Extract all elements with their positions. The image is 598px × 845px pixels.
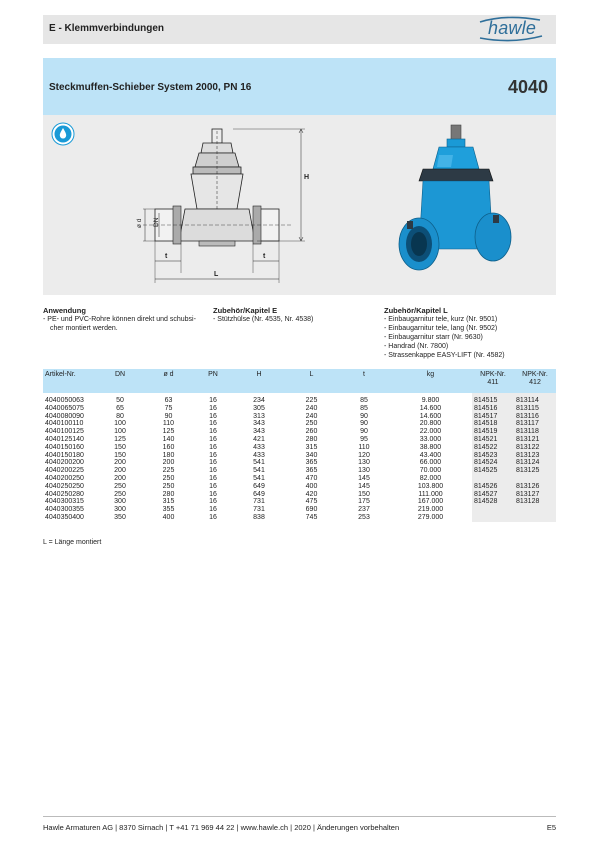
table-cell: 16 <box>209 490 217 498</box>
table-cell: 541 <box>253 474 265 482</box>
water-drop-icon <box>51 122 75 146</box>
product-number: 4040 <box>507 77 548 97</box>
table-cell: 90 <box>360 420 368 428</box>
page-number: E5 <box>546 823 556 832</box>
table-cell: 100 <box>114 428 126 436</box>
table-cell: 814518 <box>472 420 514 428</box>
table-row <box>43 475 556 483</box>
table-cell: 814515 <box>472 397 514 405</box>
table-cell: 9.800 <box>421 397 440 404</box>
table-cell: 813117 <box>514 420 556 428</box>
info-item: - PE- und PVC-Rohre können direkt und schubsi- <box>43 316 196 323</box>
table-row <box>43 506 556 514</box>
table-cell <box>472 514 514 522</box>
logo-text: hawle <box>488 18 537 38</box>
info-heading: Anwendung <box>43 306 86 315</box>
table-cell <box>514 475 556 483</box>
dim-label-h: H <box>304 174 310 181</box>
table-cell: 350 <box>114 513 126 521</box>
table-cell: 814524 <box>472 459 514 467</box>
table-cell: 813114 <box>514 397 556 405</box>
column-header: NPK-Nr. 412 <box>514 369 556 393</box>
table-cell: 400 <box>305 482 318 490</box>
table-cell: 130 <box>358 467 370 475</box>
table-cell: 85 <box>360 397 368 404</box>
table-cell: 814528 <box>472 498 514 506</box>
table-cell: 814517 <box>472 413 514 421</box>
table-cell: 16 <box>209 459 217 467</box>
info-item: - Einbaugarnitur tele, lang (Nr. 9502) <box>384 325 498 332</box>
table-cell: 813123 <box>514 452 556 460</box>
table-cell: 340 <box>305 451 318 459</box>
table-cell: 125 <box>162 428 175 436</box>
column-header: H <box>234 369 284 393</box>
table-row <box>43 491 556 499</box>
table-cell: 200 <box>114 467 126 475</box>
table-cell: 16 <box>209 513 217 521</box>
table-body <box>43 393 556 522</box>
table-cell: 300 <box>114 506 126 514</box>
table-cell: 4040250250 <box>45 482 84 490</box>
table-cell: 475 <box>305 498 318 506</box>
table-cell: 315 <box>305 443 318 451</box>
table-cell: 4040200225 <box>45 467 84 475</box>
table-cell <box>472 506 514 514</box>
table-row <box>43 498 556 506</box>
table-row <box>43 397 556 405</box>
footnote: L = Länge montiert <box>43 539 102 546</box>
valve-product-image <box>393 119 523 289</box>
table-cell: 145 <box>358 474 370 482</box>
info-heading: Zubehör/Kapitel E <box>213 306 278 315</box>
table-cell: 225 <box>162 467 175 475</box>
table-cell: 813122 <box>514 444 556 452</box>
hawle-logo <box>476 16 546 42</box>
table-cell: 280 <box>305 435 318 443</box>
table-cell: 16 <box>209 506 217 514</box>
info-zubehoer-e <box>213 306 378 324</box>
table-cell: 16 <box>209 420 217 428</box>
table-cell: 82.000 <box>419 474 442 482</box>
table-cell: 240 <box>305 412 318 420</box>
product-image-panel <box>43 115 556 295</box>
table-cell: 814521 <box>472 436 514 444</box>
table-row <box>43 444 556 452</box>
table-cell: 140 <box>162 435 175 443</box>
table-cell: 280 <box>162 490 175 498</box>
table-cell: 200 <box>114 474 126 482</box>
table-header-row <box>43 369 556 393</box>
table-cell: 649 <box>253 490 265 498</box>
product-title-bar <box>43 58 556 115</box>
info-zubehoer-l <box>384 306 554 360</box>
table-cell: 4040350400 <box>45 513 84 521</box>
table-cell: 814519 <box>472 428 514 436</box>
table-row <box>43 420 556 428</box>
table-cell: 110 <box>358 443 370 451</box>
table-cell: 813116 <box>514 413 556 421</box>
dim-label-t-left: t <box>165 253 168 260</box>
table-cell: 4040080090 <box>45 412 84 420</box>
table-cell: 313 <box>253 412 265 420</box>
table-cell: 731 <box>253 506 265 514</box>
table-cell: 14.600 <box>419 404 442 412</box>
table-cell <box>472 475 514 483</box>
table-cell: 150 <box>114 443 126 451</box>
table-cell: 4040300315 <box>45 498 84 506</box>
table-cell: 343 <box>253 428 265 436</box>
table-cell: 240 <box>305 404 318 412</box>
info-item: - Stützhülse (Nr. 4535, Nr. 4538) <box>213 316 314 323</box>
table-cell: 160 <box>162 443 175 451</box>
table-cell: 225 <box>305 397 318 404</box>
column-header: PN <box>192 369 234 393</box>
table-cell: 250 <box>162 482 175 490</box>
table-cell: 33.000 <box>419 435 442 443</box>
table-cell: 16 <box>209 428 217 436</box>
table-cell: 690 <box>305 506 318 514</box>
table-cell: 16 <box>209 451 217 459</box>
table-cell: 150 <box>358 490 370 498</box>
table-cell: 16 <box>209 435 217 443</box>
dim-label-l: L <box>214 271 219 278</box>
table-cell: 814525 <box>472 467 514 475</box>
table-cell: 200 <box>114 459 126 467</box>
table-cell: 731 <box>253 498 265 506</box>
table-row <box>43 436 556 444</box>
table-cell: 111.000 <box>418 490 443 498</box>
table-cell: 66.000 <box>419 459 442 467</box>
table-cell: 90 <box>164 412 173 420</box>
table-cell: 250 <box>114 490 126 498</box>
table-cell: 420 <box>305 490 318 498</box>
table-cell: 253 <box>358 513 370 521</box>
technical-drawing <box>133 123 333 288</box>
table-cell: 4040100125 <box>45 428 84 436</box>
table-cell: 649 <box>253 482 265 490</box>
table-cell: 813115 <box>514 405 556 413</box>
table-cell: 4040125140 <box>45 435 84 443</box>
table-cell: 260 <box>305 428 318 436</box>
section-header <box>43 15 556 44</box>
info-item: cher montiert werden. <box>50 325 118 332</box>
table-cell: 814527 <box>472 491 514 499</box>
table-cell: 4040100110 <box>45 420 84 428</box>
table-cell: 20.800 <box>419 420 442 428</box>
table-row <box>43 459 556 467</box>
table-cell: 16 <box>209 467 217 475</box>
table-cell: 85 <box>360 404 368 412</box>
table-cell: 541 <box>253 467 265 475</box>
table-cell: 16 <box>209 397 217 404</box>
info-heading: Zubehör/Kapitel L <box>384 306 448 315</box>
table-cell: 365 <box>305 459 318 467</box>
table-cell: 400 <box>162 513 175 521</box>
table-cell: 90 <box>360 428 368 436</box>
column-header: kg <box>389 369 472 393</box>
table-cell: 814522 <box>472 444 514 452</box>
table-cell: 219.000 <box>417 506 444 514</box>
column-header: ø d <box>145 369 192 393</box>
table-cell: 63 <box>164 397 173 404</box>
table-cell: 838 <box>253 513 265 521</box>
table-cell: 145 <box>358 482 370 490</box>
table-cell: 234 <box>253 397 265 404</box>
footer-text: Hawle Armaturen AG | 8370 Sirnach | T +41 71 969 44 22 | www.hawle.ch | 2020 | Änderungen vorbehalten <box>43 823 400 832</box>
table-cell: 433 <box>253 451 265 459</box>
table-cell: 4040250280 <box>45 490 84 498</box>
table-cell: 813126 <box>514 483 556 491</box>
column-header: L <box>284 369 339 393</box>
table-cell: 120 <box>358 451 370 459</box>
table-cell: 4040300355 <box>45 506 84 514</box>
table-cell: 70.000 <box>419 467 442 475</box>
table-cell: 16 <box>209 498 217 506</box>
info-item: - Einbaugarnitur starr (Nr. 9630) <box>384 334 483 341</box>
section-title: E - Klemmverbindungen <box>49 23 165 34</box>
table-cell: 65 <box>116 404 124 412</box>
table-cell: 814516 <box>472 405 514 413</box>
table-cell: 95 <box>360 435 368 443</box>
table-cell: 4040200200 <box>45 459 84 467</box>
table-cell: 38.800 <box>419 443 442 451</box>
column-header: t <box>339 369 389 393</box>
product-title: Steckmuffen-Schieber System 2000, PN 16 <box>49 82 252 93</box>
table-cell: 4040065075 <box>45 404 84 412</box>
table-row <box>43 428 556 436</box>
table-cell: 4040150160 <box>45 443 84 451</box>
table-cell: 125 <box>114 435 126 443</box>
table-cell: 175 <box>358 498 370 506</box>
table-cell: 813121 <box>514 436 556 444</box>
table-cell: 4040050063 <box>45 397 84 404</box>
table-cell: 814526 <box>472 483 514 491</box>
table-cell: 150 <box>114 451 126 459</box>
table-cell: 365 <box>305 467 318 475</box>
table-cell <box>514 506 556 514</box>
table-cell: 343 <box>253 420 265 428</box>
table-cell: 813127 <box>514 491 556 499</box>
info-item: - Einbaugarnitur tele, kurz (Nr. 9501) <box>384 316 498 323</box>
table-row <box>43 452 556 460</box>
column-header: DN <box>95 369 145 393</box>
info-item: - Strassenkappe EASY-LIFT (Nr. 4582) <box>384 352 505 359</box>
table-cell: 180 <box>162 451 175 459</box>
table-cell: 22.000 <box>419 428 442 436</box>
table-cell: 541 <box>253 459 265 467</box>
product-table <box>43 369 556 522</box>
table-cell: 813128 <box>514 498 556 506</box>
table-cell: 470 <box>305 474 318 482</box>
table-cell: 80 <box>116 412 124 420</box>
table-cell: 315 <box>162 498 175 506</box>
table-cell: 355 <box>162 506 175 514</box>
table-cell: 745 <box>305 513 318 521</box>
table-cell: 14.600 <box>419 412 442 420</box>
table-cell: 75 <box>164 404 173 412</box>
table-cell: 4040150180 <box>45 451 84 459</box>
info-item: - Handrad (Nr. 7800) <box>384 343 449 350</box>
table-cell: 130 <box>358 459 370 467</box>
table-cell: 237 <box>358 506 370 514</box>
dim-label-t-right: t <box>263 253 266 260</box>
footer-divider <box>43 816 556 817</box>
table-cell: 813125 <box>514 467 556 475</box>
table-cell: 433 <box>253 443 265 451</box>
table-cell: 200 <box>162 459 175 467</box>
table-cell: 813118 <box>514 428 556 436</box>
table-cell: 100 <box>114 420 126 428</box>
table-cell: 110 <box>162 420 175 428</box>
table-cell: 43.400 <box>419 451 442 459</box>
table-cell: 421 <box>253 435 265 443</box>
table-cell: 16 <box>209 412 217 420</box>
table-row <box>43 514 556 522</box>
table-cell: 90 <box>360 412 368 420</box>
table-cell: 16 <box>209 443 217 451</box>
table-cell: 250 <box>114 482 126 490</box>
table-cell: 167.000 <box>417 498 444 506</box>
info-anwendung <box>43 306 208 333</box>
table-row <box>43 483 556 491</box>
table-cell: 16 <box>209 474 217 482</box>
table-row <box>43 413 556 421</box>
table-cell: 813124 <box>514 459 556 467</box>
table-cell: 250 <box>162 474 175 482</box>
dim-label-dn: DN <box>153 217 160 227</box>
dim-label-od: ø d <box>136 218 143 228</box>
table-cell: 50 <box>116 397 124 404</box>
column-header: Artikel-Nr. <box>43 369 95 393</box>
table-cell: 305 <box>253 404 265 412</box>
table-cell: 279.000 <box>417 513 444 521</box>
table-cell: 250 <box>305 420 318 428</box>
column-header: NPK-Nr. 411 <box>472 369 514 393</box>
table-row <box>43 405 556 413</box>
table-cell: 103.800 <box>417 482 444 490</box>
table-row <box>43 467 556 475</box>
table-cell: 300 <box>114 498 126 506</box>
table-cell: 814523 <box>472 452 514 460</box>
table-cell: 16 <box>209 482 217 490</box>
table-cell <box>514 514 556 522</box>
table-cell: 16 <box>209 404 217 412</box>
table-cell: 4040200250 <box>45 474 84 482</box>
